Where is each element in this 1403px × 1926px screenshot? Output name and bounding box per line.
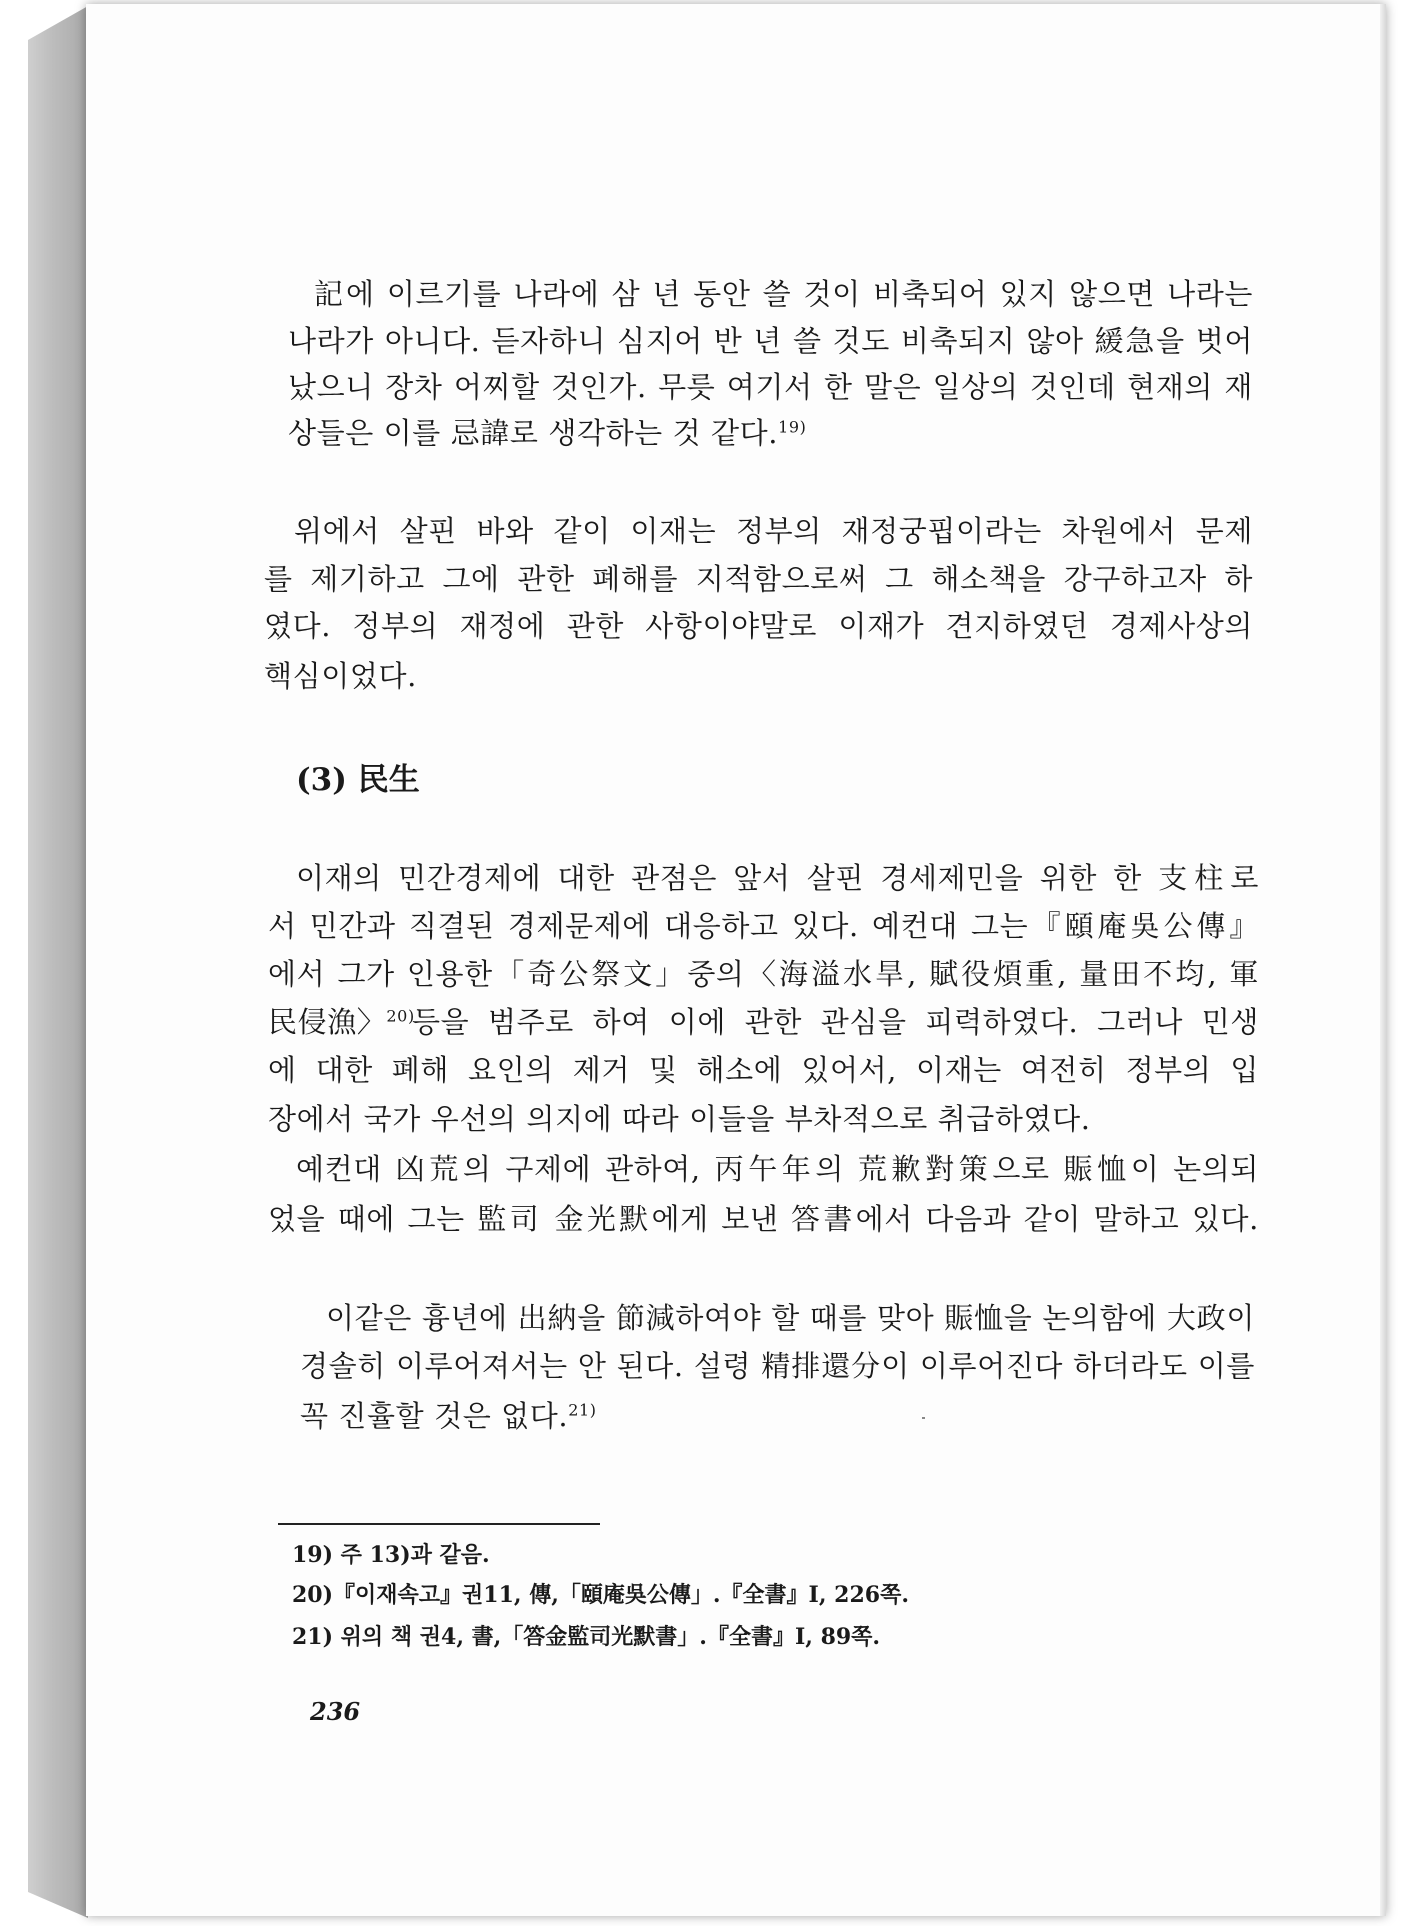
quote1-line-4 <box>288 410 807 457</box>
para2-line-3: 에서 그가 인용한「奇公祭文」중의〈海溢水旱, 賦役煩重, 量田不均, 軍 <box>268 957 1259 991</box>
para2-line-4-start: 民侵漁〉 <box>268 1005 387 1039</box>
para3-line-2: 었을 때에 그는 監司 金光默에게 보낸 答書에서 다음과 같이 말하고 있다. <box>268 1202 1259 1236</box>
para2-line-5: 에 대한 폐해 요인의 제거 및 해소에 있어서, 이재는 여전히 정부의 입 <box>268 1053 1259 1087</box>
footnote-rule <box>278 1523 600 1525</box>
para2-line-4: 등을 범주로 하여 이에 관한 관심을 피력하였다. 그러나 민생 <box>412 1005 1259 1039</box>
quote1-line-2: 나라가 아니다. 듣자하니 심지어 반 년 쓸 것도 비축되지 않아 緩急을 벗어 <box>288 324 1253 358</box>
para2-line-4-lead <box>268 999 415 1046</box>
quote2-line-3 <box>300 1393 597 1440</box>
page-number: 236 <box>310 1697 361 1726</box>
para1-line-1: 위에서 살핀 바와 같이 이재는 정부의 재정궁핍이라는 차원에서 문제 <box>294 514 1253 548</box>
para1-line-2: 를 제기하고 그에 관한 폐해를 지적함으로써 그 해소책을 강구하고자 하 <box>264 562 1253 596</box>
footnote-ref-21: 21) <box>568 1400 597 1420</box>
para1-line-3: 였다. 정부의 재정에 관한 사항이야말로 이재가 견지하였던 경제사상의 <box>264 609 1253 643</box>
scan-speck <box>922 1417 925 1419</box>
footnote-ref-19: 19) <box>778 417 807 437</box>
quote1-line-3: 났으니 장차 어찌할 것인가. 무릇 여기서 한 말은 일상의 것인데 현재의 재 <box>288 370 1253 404</box>
section-heading: (3) 民生 <box>296 762 420 798</box>
quote2-line-2: 경솔히 이루어져서는 안 된다. 설령 精排還分이 이루어진다 하더라도 이를 <box>300 1349 1255 1383</box>
footnote-ref-20: 20) <box>386 1006 415 1026</box>
footnote-19: 19) 주 13)과 같음. <box>292 1542 490 1568</box>
para3-line-1: 예컨대 凶荒의 구제에 관하여, 丙午年의 荒歉對策으로 賑恤이 논의되 <box>296 1152 1259 1186</box>
book-spine <box>28 6 88 1918</box>
footnote-21: 21) 위의 책 권4, 書,「答金監司光默書」.『全書』Ⅰ, 89쪽. <box>292 1624 881 1650</box>
para2-line-6: 장에서 국가 우선의 의지에 따라 이들을 부차적으로 취급하였다. <box>268 1102 1091 1136</box>
para2-line-2: 서 민간과 직결된 경제문제에 대응하고 있다. 예컨대 그는『頤庵吳公傳』 <box>268 909 1259 943</box>
para2-line-1: 이재의 민간경제에 대한 관점은 앞서 살핀 경세제민을 위한 한 支柱로 <box>296 861 1259 895</box>
page-edge <box>1380 4 1386 1916</box>
quote2-line-3-text: 꼭 진휼할 것은 없다. <box>300 1399 569 1433</box>
footnote-20: 20)『이재속고』권11, 傳,「頤庵吳公傳」.『全書』Ⅰ, 226쪽. <box>292 1582 909 1608</box>
quote1-line-4-text: 상들은 이를 忌諱로 생각하는 것 같다. <box>288 416 779 450</box>
quote1-line-1: 記에 이르기를 나라에 삼 년 동안 쓸 것이 비축되어 있지 않으면 나라는 <box>314 277 1253 311</box>
quote2-line-1: 이같은 흉년에 出納을 節減하여야 할 때를 맞아 賑恤을 논의함에 大政이 <box>326 1301 1255 1335</box>
para1-line-4: 핵심이었다. <box>264 659 417 693</box>
